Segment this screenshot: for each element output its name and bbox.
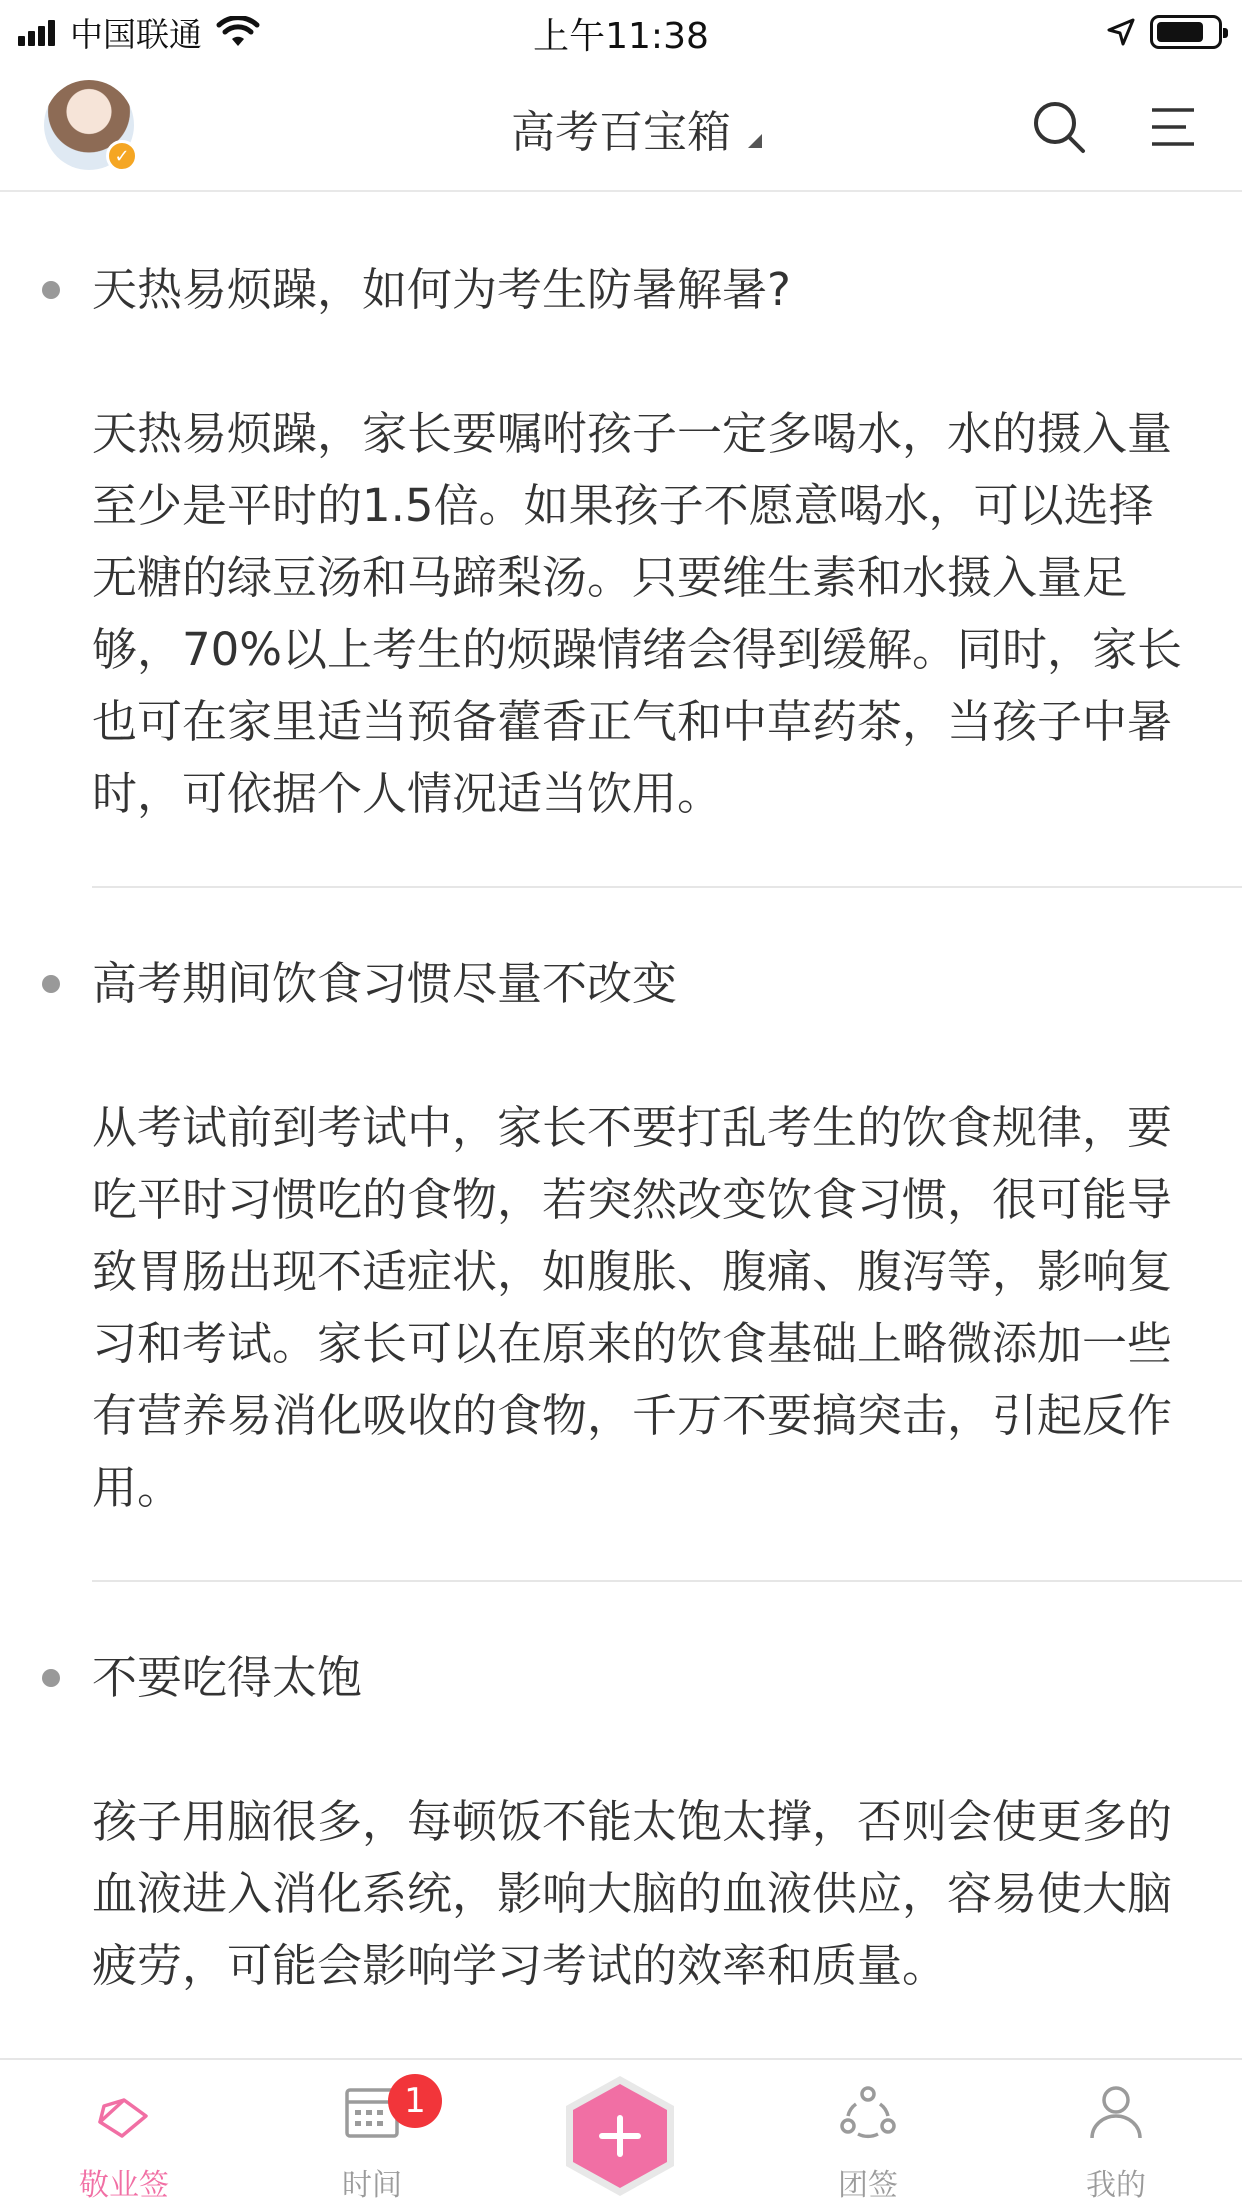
note-icon bbox=[94, 2082, 154, 2142]
notification-badge: 1 bbox=[388, 2074, 442, 2128]
tab-label: 我的 bbox=[1086, 2168, 1146, 2203]
note-body: 孩子用脑很多，每顿饭不能太饱太撑，否则会使更多的血液进入消化系统，影响大脑的血液供应，容易使大脑疲劳，可能会影响学习考试的效率和质量。 bbox=[92, 1795, 1173, 1992]
tab-team[interactable] bbox=[788, 2060, 948, 2208]
header bbox=[0, 62, 1242, 192]
battery-icon bbox=[1150, 15, 1222, 49]
verified-badge-icon: ✓ bbox=[106, 140, 138, 172]
tab-profile[interactable] bbox=[1036, 2060, 1196, 2208]
status-right bbox=[1106, 12, 1222, 52]
status-bar bbox=[0, 0, 1242, 62]
team-icon bbox=[838, 2082, 898, 2142]
note-list[interactable] bbox=[0, 194, 1242, 2056]
note-body: 从考试前到考试中，家长不要打乱考生的饮食规律，要吃平时习惯吃的食物，若突然改变饮食习惯，很可能导致胃肠出现不适症状，如腹胀、腹痛、腹泻等，影响复习和考试。家长可以在原来的饮食基础上略微添加一些有营养易消化吸收的食物，千万不要搞突击，引起反作用。 bbox=[92, 1101, 1173, 1514]
tab-bar bbox=[0, 2058, 1242, 2208]
tab-label: 时间 bbox=[342, 2168, 402, 2203]
note-title: 不要吃得太饱 bbox=[92, 1651, 363, 1704]
tab-notes[interactable] bbox=[44, 2060, 204, 2208]
menu-icon[interactable] bbox=[1148, 102, 1198, 152]
bullet-icon bbox=[42, 281, 60, 299]
page-title[interactable]: 高考百宝箱 bbox=[511, 107, 731, 158]
bullet-icon bbox=[42, 975, 60, 993]
person-icon bbox=[1086, 2082, 1146, 2142]
title-dropdown-icon[interactable] bbox=[748, 134, 762, 148]
search-icon[interactable] bbox=[1030, 98, 1088, 156]
tab-label: 团签 bbox=[838, 2168, 898, 2203]
add-icon[interactable] bbox=[556, 2072, 684, 2200]
divider bbox=[92, 886, 1242, 888]
carrier-name: 中国联通 bbox=[70, 14, 202, 54]
note-item[interactable] bbox=[0, 1642, 1242, 2002]
note-title: 天热易烦躁，如何为考生防暑解暑? bbox=[92, 263, 791, 316]
note-item[interactable] bbox=[0, 948, 1242, 1524]
note-item[interactable] bbox=[0, 254, 1242, 830]
status-time: 上午11:38 bbox=[533, 16, 709, 57]
location-arrow-icon bbox=[1106, 17, 1136, 47]
divider bbox=[92, 1580, 1242, 1582]
tab-time[interactable] bbox=[292, 2060, 452, 2208]
bullet-icon bbox=[42, 1669, 60, 1687]
note-title: 高考期间饮食习惯尽量不改变 bbox=[92, 957, 678, 1010]
tab-label: 敬业签 bbox=[79, 2168, 169, 2203]
note-body: 天热易烦躁，家长要嘱咐孩子一定多喝水，水的摄入量至少是平时的1.5倍。如果孩子不愿意喝水，可以选择无糖的绿豆汤和马蹄梨汤。只要维生素和水摄入量足够，70%以上考生的烦躁情绪会得到缓解。同时，家长也可在家里适当预备藿香正气和中草药茶，当孩子中暑时，可依据个人情况适当饮用。 bbox=[92, 407, 1183, 820]
